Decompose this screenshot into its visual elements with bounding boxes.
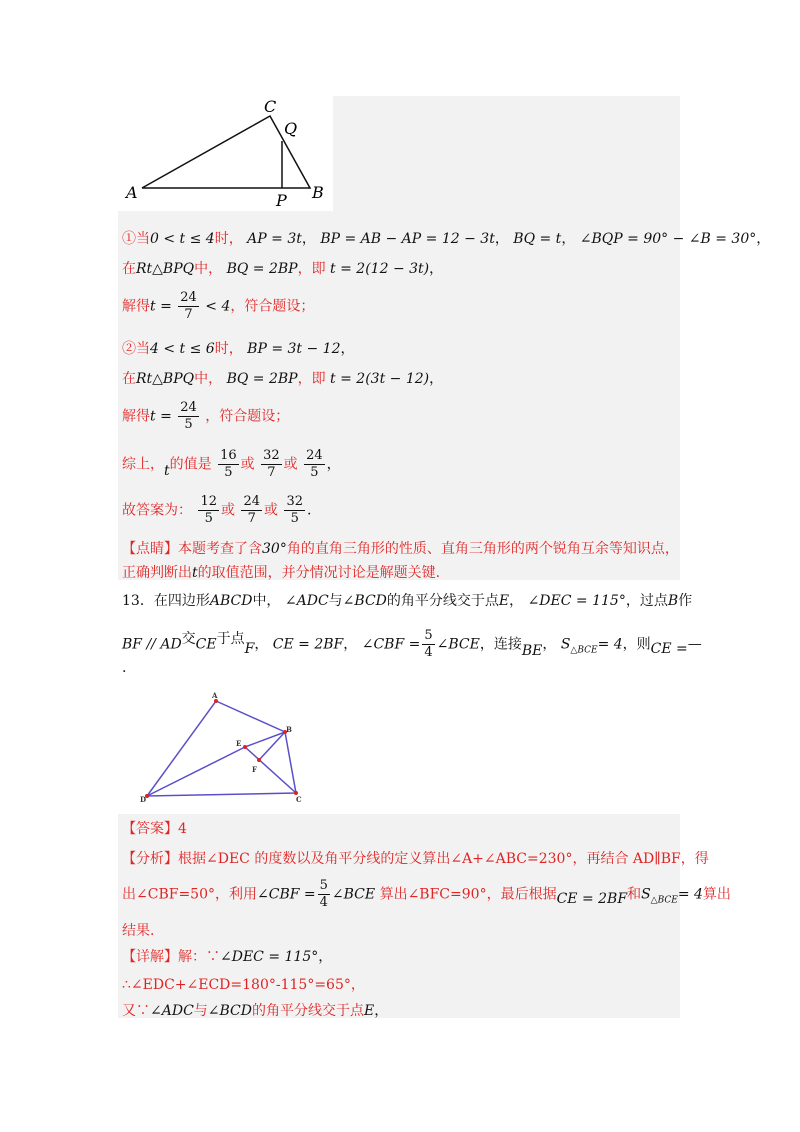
fig2-label-f: F (252, 765, 257, 774)
fig2-label-a: A (212, 691, 218, 700)
fig2-label-d: D (140, 795, 147, 804)
label-c: C (264, 97, 277, 116)
fig2-label-c: C (296, 795, 302, 804)
question-13-end-dot: . (122, 660, 127, 676)
fraction-24-5: $\frac{24}{5}$ (180, 400, 197, 432)
analysis-line-3: 结果. (122, 923, 155, 939)
comment-line-1: 【点睛】本题考查了含30°角的直角三角形的性质、直角三角形的两个锐角互余等知识点， (122, 541, 679, 557)
detail-line-3: 又∵∠ADC与∠BCD的角平分线交于点E， (122, 1003, 389, 1019)
analysis-line-1: 【分析】根据∠DEC 的度数以及角平分线的定义算出∠A+∠ABC=230°，再结合 AD∥BF，得 (122, 851, 709, 867)
analysis-line-2: 出∠CBF=50°，利用∠CBF = $\frac{5}{4}$ ∠BCE 算出∠BFC=90°，最后根据CE = 2BF和$S_{\triangle BCE}= 4$算出 (122, 878, 731, 910)
case2-relation-line: 在Rt△BPQ中， BQ = 2BP，即 t = 2(3t − 12)， (122, 371, 444, 387)
comment-line-2: 正确判断出t的取值范围，并分情况讨论是解题关键. (122, 565, 441, 581)
fig2-label-b: B (286, 725, 292, 734)
answer-label: 【答案】4 (122, 821, 187, 837)
fig2-label-e: E (236, 739, 242, 748)
quadrilateral-figure (138, 690, 313, 805)
label-q: Q (284, 119, 298, 138)
case2-solution-line: 解得t = $\frac{24}{5}$ ，符合题设； (122, 400, 290, 432)
case2-line: ②当4 < t ≤ 6时， BP = 3t − 12， (122, 341, 355, 357)
case1-line: ①当0 < t ≤ 4时， AP = 3t， BP = AB − AP = 12 − 3t， BQ = t， ∠BQP = 90° − ∠B = 30°， (122, 231, 771, 247)
label-b: B (312, 183, 324, 202)
triangle-figure (118, 96, 333, 211)
answer-summary-line: 故答案为： $\frac{12}{5}$ 或 $\frac{24}{7}$ 或 $\frac{32}{5}$ . (122, 494, 312, 526)
detail-line-1: 【详解】解：∵∠DEC = 115°， (122, 949, 333, 965)
point-e (243, 745, 247, 749)
question-13-line-1: 13．在四边形ABCD中， ∠ADC与∠BCD的角平分线交于点E， ∠DEC = 115°，过点B作 (122, 593, 693, 609)
summary-line: 综上，t的值是 $\frac{16}{5}$ 或 $\frac{32}{7}$ 或 $\frac{24}{5}$ ， (122, 448, 341, 480)
fraction-24-7: $\frac{24}{7}$ (180, 290, 197, 322)
label-a: A (126, 183, 138, 202)
detail-line-2: ∴∠EDC+∠ECD=180°-115°=65°， (122, 977, 365, 993)
segment-de (147, 747, 245, 796)
quadrilateral-abcd (147, 701, 296, 796)
question-13-line-2: BF // AD交CE于点F， CE = 2BF， ∠CBF = $\frac{5}{4}$ ∠BCE，连接BE， $S_{\triangle BCE}= 4$，则CE =— (122, 628, 702, 660)
label-p: P (276, 191, 287, 210)
point-f (257, 758, 261, 762)
case1-relation-line: 在Rt△BPQ中， BQ = 2BP，即 t = 2(12 − 3t)， (122, 261, 444, 277)
case1-solution-line: 解得t = $\frac{24}{7}$ < 4，符合题设； (122, 290, 315, 322)
